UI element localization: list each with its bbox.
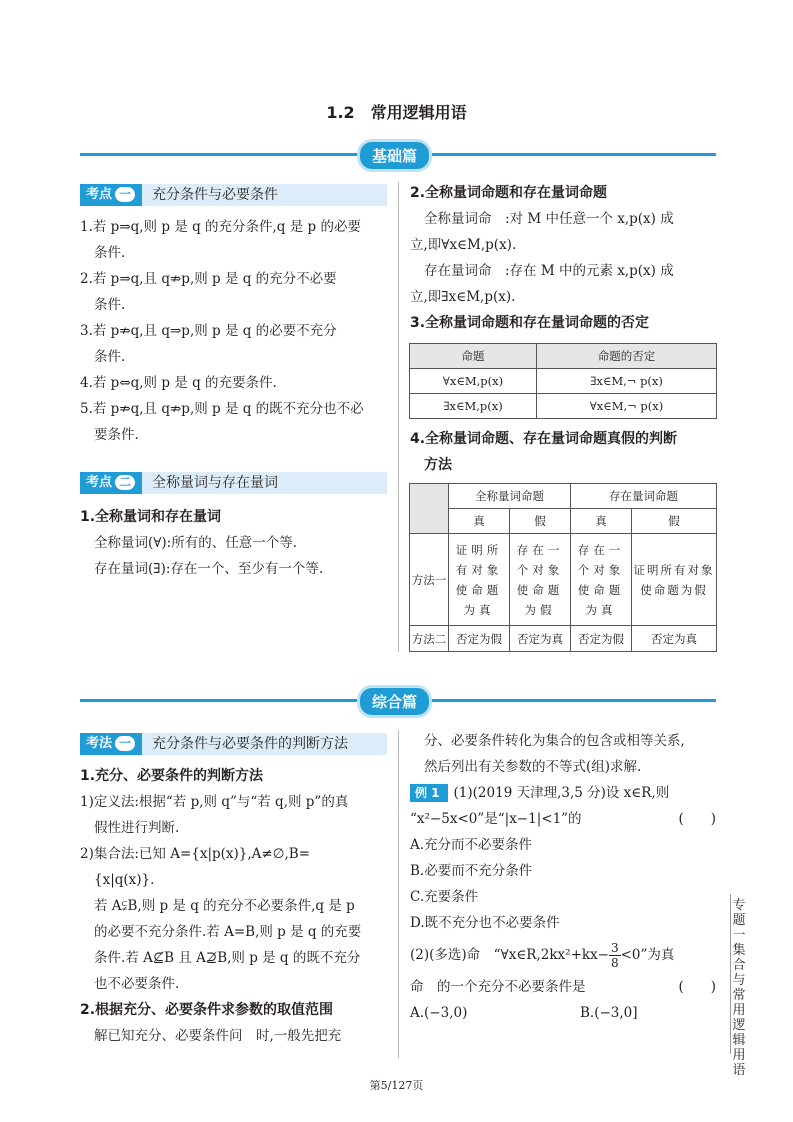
corner-cell (410, 484, 449, 534)
heading-3: 3.全称量词命题和存在量词命题的否定 (410, 315, 650, 331)
section-badge-basic: 基础篇 (360, 142, 429, 169)
kaodian-title: 充分条件与必要条件 (152, 187, 278, 203)
kaodian-tag: 考点 二 (80, 472, 142, 494)
table-header: 假 (510, 509, 571, 534)
table-cell: 存在一个对象使命题为假 (510, 534, 571, 626)
kaofa-tag: 考法 一 (80, 733, 142, 755)
kd2-heading: 1.全称量词和存在量词 (80, 509, 222, 525)
table-header: 命题的否定 (537, 344, 717, 369)
table-cell: ∀x∈M,¬ p(x) (537, 394, 717, 419)
table-header: 全称量词命题 (449, 484, 571, 509)
table-cell: 证明所有对象使命题为假 (632, 534, 717, 626)
table-cell: 否定为真 (510, 626, 571, 652)
page-title: 1.2 常用逻辑用语 (326, 103, 467, 122)
fraction-denominator: 8 (610, 956, 619, 970)
table-header: 命题 (410, 344, 537, 369)
para-line: 然后列出有关参数的不等式(组)求解. (424, 759, 642, 775)
option: B.(−3,0] (580, 1005, 638, 1021)
column-divider (398, 730, 399, 1058)
example-line (410, 974, 722, 1000)
para-line: 若 A⫋B,则 p 是 q 的充分不必要条件,q 是 p (94, 898, 355, 914)
para-line: 全称量词命 :对 M 中任意一个 x,p(x) 成 (424, 211, 674, 227)
example-text: (2)(多选)命 “∀x∈R,2kx²+kx− (410, 947, 609, 963)
table-cell: ∀x∈M,p(x) (410, 369, 537, 394)
left-bottom-text (80, 763, 392, 1049)
row-label: 方法一 (410, 534, 449, 626)
para-line: 假性进行判断. (94, 820, 180, 836)
method-heading: 2.根据充分、必要条件求参数的取值范围 (80, 1002, 334, 1018)
para-line: 2)集合法:已知 A={x|p(x)},A≠∅,B= (80, 846, 311, 862)
kd1-line: 条件. (94, 349, 126, 365)
judge-table (409, 483, 717, 652)
kd1-line: 5.若 p⇏q,且 q⇏p,则 p 是 q 的既不充分也不必 (80, 401, 364, 417)
side-chapter-label: 专题一 集合与常用逻辑用语 (732, 898, 759, 1078)
answer-paren: ( ) (678, 979, 716, 995)
heading-4: 4.全称量词命题、存在量词命题真假的判断 (410, 431, 678, 447)
kd1-line: 要条件. (94, 427, 139, 443)
para-line: 立,即∀x∈M,p(x). (410, 237, 517, 253)
table-cell: 否定为真 (632, 626, 717, 652)
column-divider (398, 182, 399, 652)
table-header: 真 (449, 509, 510, 534)
kd1-list (80, 214, 390, 448)
section-badge-comprehensive: 综合篇 (360, 688, 429, 715)
kaofa-title: 充分条件与必要条件的判断方法 (152, 736, 348, 752)
table-header: 真 (571, 509, 632, 534)
kaodian-2-header (80, 472, 387, 494)
kd1-line: 2.若 p⇒q,且 q⇏p,则 p 是 q 的充分不必要 (80, 271, 337, 287)
table-cell: 否定为假 (571, 626, 632, 652)
table-cell: 证明所有对象使命题为真 (449, 534, 510, 626)
option: C.充要条件 (410, 889, 479, 905)
kd2-line: 存在量词(∃):存在一个、至少有一个等. (94, 561, 324, 577)
kaofa-1-header (80, 733, 387, 755)
para-line: 1)定义法:根据“若 p,则 q”与“若 q,则 p”的真 (80, 794, 349, 810)
para-line: 也不必要条件. (94, 976, 180, 992)
kd1-line: 4.若 p⇔q,则 p 是 q 的充要条件. (80, 375, 277, 391)
right-bottom-text (410, 728, 722, 1026)
fraction-numerator: 3 (610, 941, 619, 955)
para-line: 解已知充分、必要条件问 时,一般先把充 (94, 1028, 342, 1044)
answer-paren: ( ) (678, 811, 716, 827)
para-line: 存在量词命 :存在 M 中的元素 x,p(x) 成 (424, 263, 674, 279)
kaodian-title: 全称量词与存在量词 (152, 475, 278, 491)
row-label: 方法二 (410, 626, 449, 652)
kd1-line: 3.若 p⇏q,且 q⇒p,则 p 是 q 的必要不充分 (80, 323, 337, 339)
right-top-text (410, 180, 720, 336)
negation-table (409, 343, 717, 419)
kd2-line: 全称量词(∀):所有的、任意一个等. (94, 535, 298, 551)
options-row (410, 1000, 722, 1026)
heading-4-cont: 方法 (424, 457, 452, 473)
kd1-line: 条件. (94, 297, 126, 313)
kaodian-1-header (80, 184, 387, 206)
example-text: “x²−5x<0”是“|x−1|<1”的 (410, 811, 582, 827)
kd1-line: 1.若 p⇒q,则 p 是 q 的充分条件,q 是 p 的必要 (80, 219, 361, 235)
table-cell: ∃x∈M,p(x) (410, 394, 537, 419)
example-badge: 例 1 (410, 784, 448, 802)
kd1-line: 条件. (94, 245, 126, 261)
method-heading: 1.充分、必要条件的判断方法 (80, 768, 264, 784)
option: B.必要而不充分条件 (410, 863, 533, 879)
para-line: 分、必要条件转化为集合的包含或相等关系, (424, 733, 685, 749)
example-line (410, 936, 722, 974)
example-line (410, 780, 722, 806)
table-cell: ∃x∈M,¬ p(x) (537, 369, 717, 394)
table-cell: 存在一个对象使命题为真 (571, 534, 632, 626)
heading-2: 2.全称量词命题和存在量词命题 (410, 185, 608, 201)
table-header: 存在量词命题 (571, 484, 717, 509)
option: D.既不充分也不必要条件 (410, 915, 560, 931)
para-line: 的必要不充分条件.若 A=B,则 p 是 q 的充要 (94, 924, 362, 940)
example-line (410, 806, 722, 832)
para-line: 条件.若 A⊈B 且 A⊉B,则 p 是 q 的既不充分 (94, 950, 361, 966)
kaodian-tag: 考点 一 (80, 184, 142, 206)
fraction (609, 941, 621, 970)
option: A.(−3,0) (410, 1005, 468, 1021)
kd2-list (80, 504, 390, 582)
side-rule (730, 894, 731, 1054)
page-number: 第5/127页 (369, 1079, 424, 1092)
example-text: <0”为真 (620, 947, 675, 963)
example-text: 命 的一个充分不必要条件是 (410, 979, 586, 995)
table-header: 假 (632, 509, 717, 534)
judge-heading (410, 426, 720, 478)
example-text: (1)(2019 天津理,3,5 分)设 x∈R,则 (453, 785, 670, 801)
option: A.充分而不必要条件 (410, 837, 533, 853)
table-cell: 否定为假 (449, 626, 510, 652)
para-line: 立,即∃x∈M,p(x). (410, 289, 516, 305)
para-line: {x|q(x)}. (94, 872, 155, 888)
